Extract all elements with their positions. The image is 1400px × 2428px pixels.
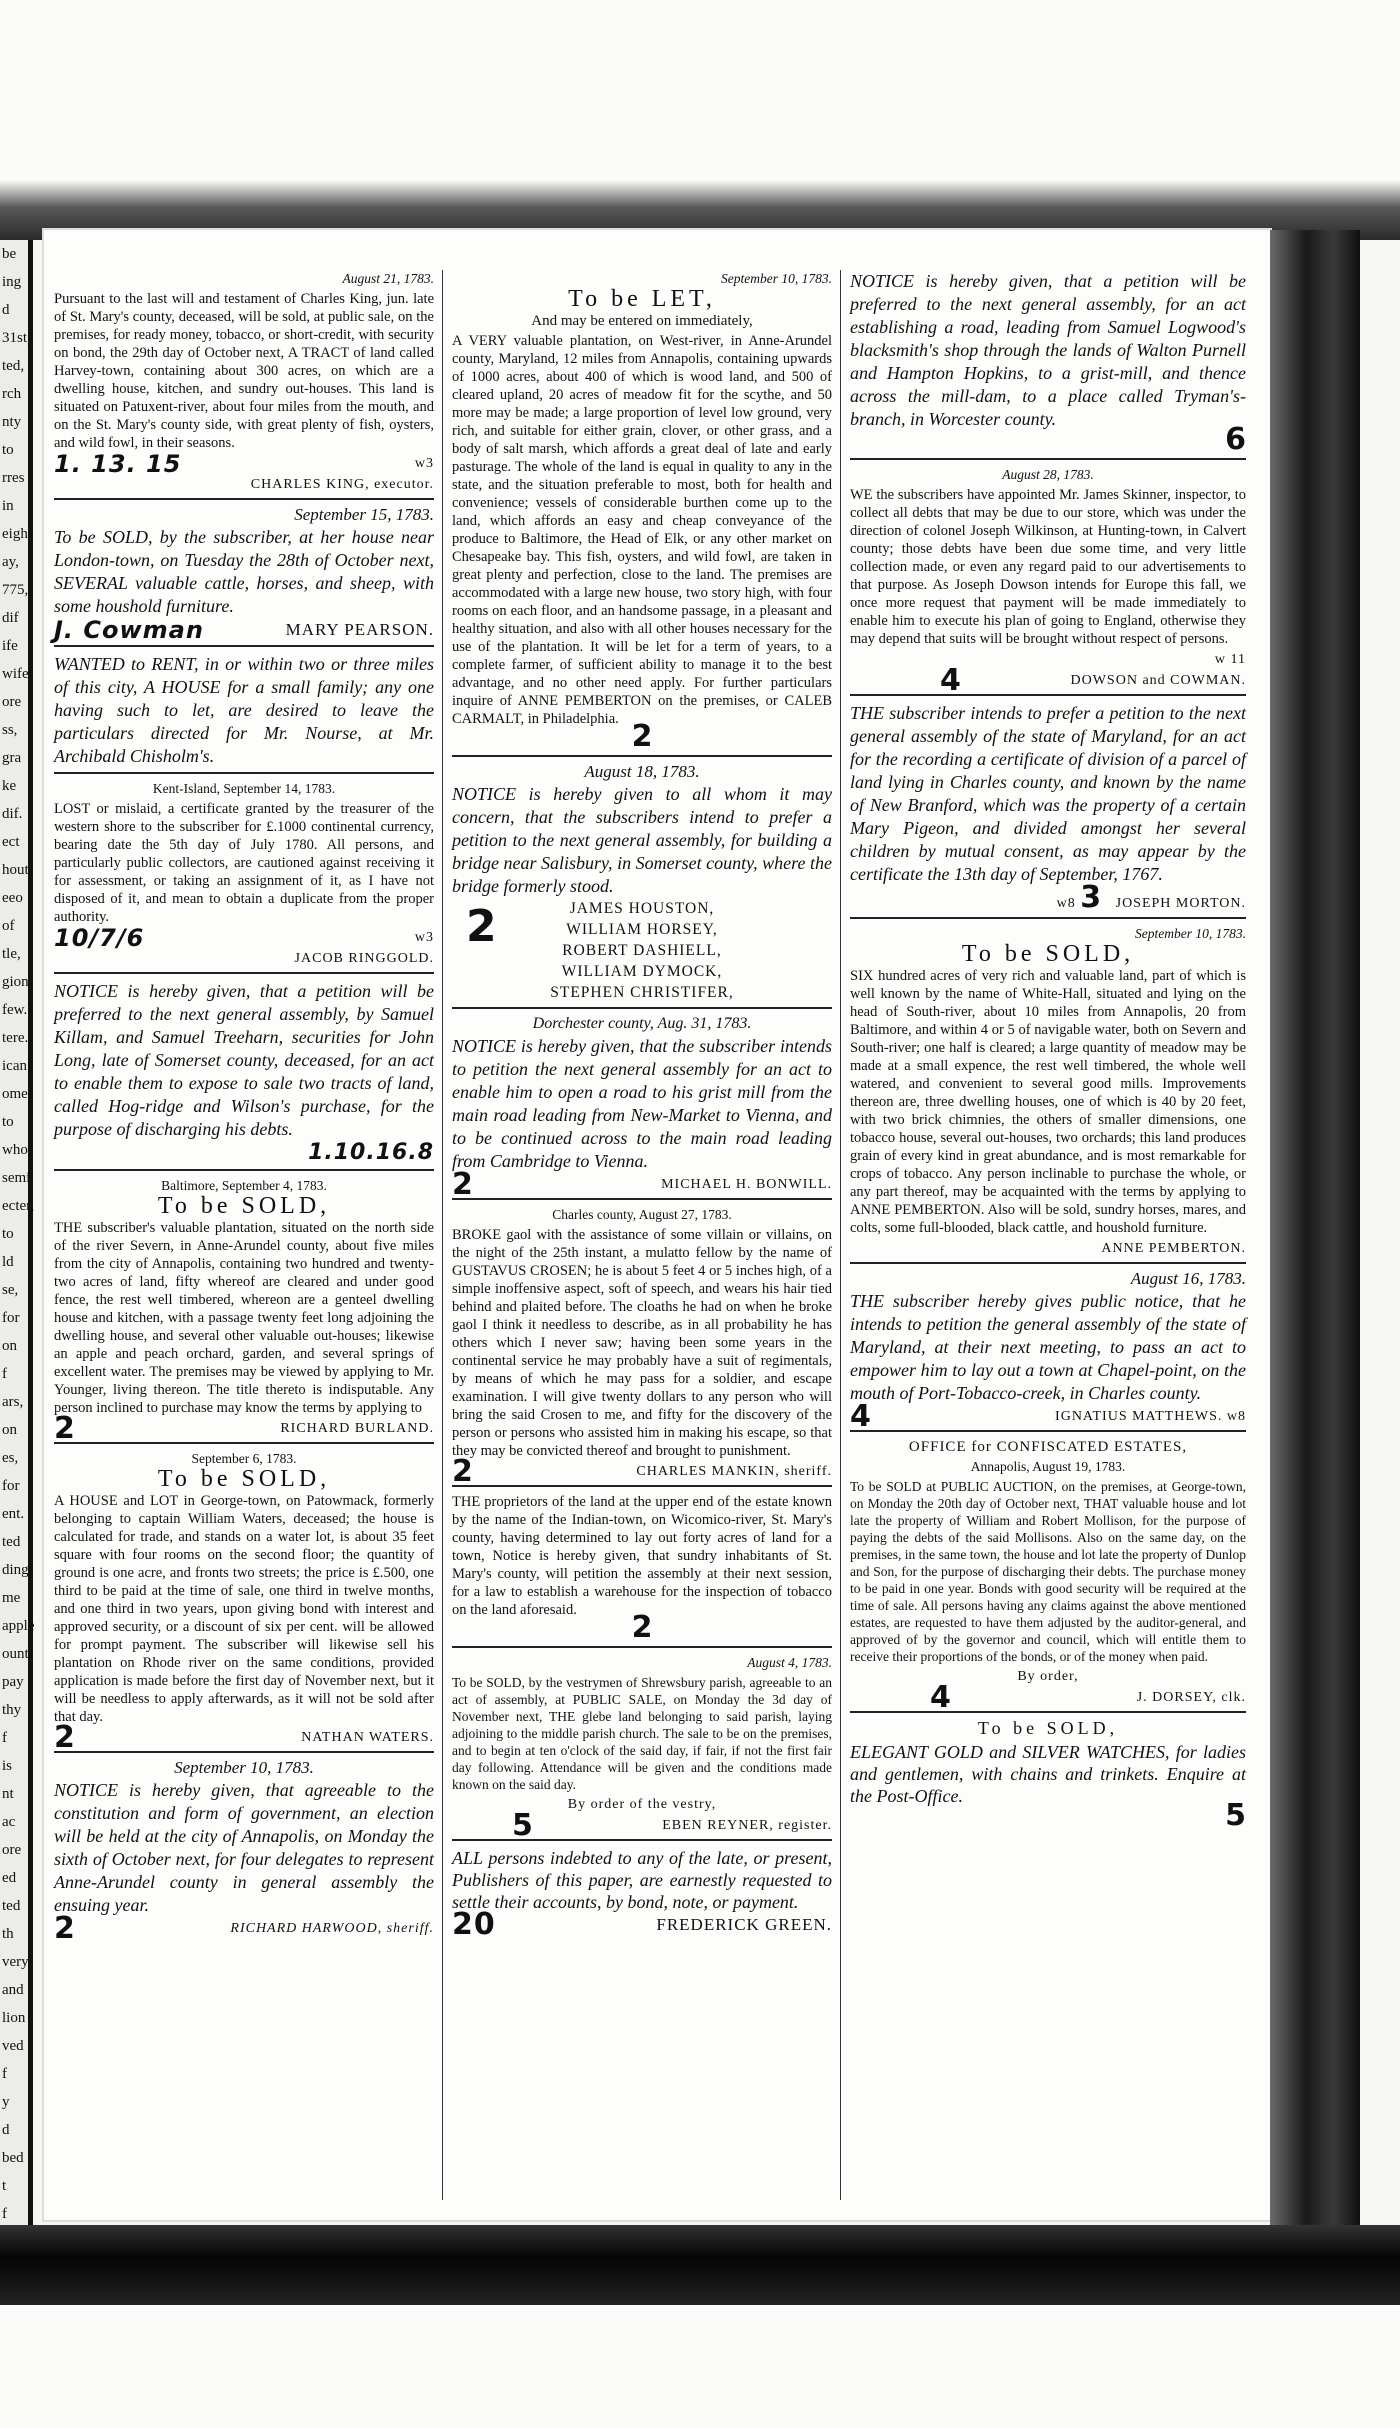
strip-fragment: rch [2,386,22,402]
strip-fragment: ved [2,2038,24,2054]
ad-signature: EBEN REYNER, register. [662,1818,832,1833]
strip-fragment: tle, [2,946,21,962]
ad-signature: FREDERICK GREEN. [656,1915,832,1934]
strip-fragment: ome [2,1086,28,1102]
strip-fragment: t [2,2178,7,2194]
ad-body: ALL persons indebted to any of the late, or present, Publishers of this paper, are earnestly requested to settle their accounts, by bond, note, or payment. [452,1848,832,1912]
strip-fragment: thy [2,1702,22,1718]
ad-pearson-sale [54,506,434,647]
mark-code: w3 [414,456,434,471]
ad-body: NOTICE is hereby given, that agreeable to the constitution and form of government, an election will be held at the city of Annapolis, on Monday the sixth of October next, for four delegates to represent Anne-Arundel county in general assembly the ensuing year. [54,1780,434,1915]
signatory: STEPHEN CHRISTIFER, [550,984,734,1001]
handwritten-mark: 2 [631,719,653,754]
strip-fragment: f [2,2206,7,2222]
ad-date: August 28, 1783. [1002,467,1094,482]
strip-fragment: on [2,1338,17,1354]
ad-white-hall-land [850,925,1246,1264]
ad-footer: By order of the vestry, [567,1797,717,1812]
ad-body: NOTICE is hereby given, that the subscriber intends to petition the next general assembly for an act to enable him to open a road to his grist mill from the main road leading from New-Market to Vienna, and to be continued across to the main road leading from Cambridge to Vienna. [452,1036,832,1171]
handwritten-mark: 2 [631,1610,653,1645]
ad-signature: CHARLES MANKIN, sheriff. [636,1464,832,1479]
handwritten-mark: J. Cowman [54,616,204,644]
strip-fragment: f [2,1730,7,1746]
book-spine-edge [1270,230,1360,2230]
strip-fragment: gra [2,750,22,766]
strip-fragment: ican [2,1058,27,1074]
strip-fragment: f [2,1366,7,1382]
ad-date: September 10, 1783. [1135,926,1246,941]
handwritten-mark: 6 [1225,422,1246,457]
signatory: ROBERT DASHIELL, [562,942,722,959]
strip-fragment: in [2,498,14,514]
ad-confiscated-estates [850,1438,1246,1713]
strip-fragment: ted [2,1898,21,1914]
ad-date: September 15, 1783. [294,505,434,524]
ad-date: August 18, 1783. [584,762,700,781]
strip-fragment: who [2,1142,28,1158]
strip-fragment: to [2,1114,14,1130]
ad-signature: MICHAEL H. BONWILL. [661,1177,832,1192]
strip-fragment: tere. [2,1030,29,1046]
strip-fragment: ke [2,778,17,794]
strip-fragment: rres [2,470,25,486]
ad-date: August 16, 1783. [1130,1269,1246,1288]
mark-code: w8 [1226,1409,1246,1424]
strip-fragment: ing [2,274,22,290]
ad-subheading: And may be entered on immediately, [531,313,753,329]
handwritten-mark: 2 [54,1720,76,1755]
column-rule [840,270,841,2200]
handwritten-mark: 4 [930,1680,952,1715]
ad-signature: J. DORSEY, clk. [1136,1690,1246,1705]
handwritten-mark: 1. 13. 15 [54,450,182,478]
ad-body: LOST or mislaid, a certificate granted by the treasurer of the western shore to the subscriber for £.1000 continental currency, bearing date the 5th day of July 1780. All persons, and particularly public collectors, are cautioned against receiving it for assessment, or taking an assignment of it, as I have not disposed of it, and mean to obtain a duplicate from the proper authority. [54,801,434,925]
column-rule [442,270,443,2200]
strip-fragment: ac [2,1814,16,1830]
ad-waters-house [54,1450,434,1753]
ad-body: THE subscriber hereby gives public notice, that he intends to petition the general assembly of the state of Maryland, at their next meeting, to pass an act to empower him to lay out a town at Chapel-point, on the mouth of Port-Tobacco-creek, in Charles county. [850,1291,1246,1403]
ad-body: THE subscriber intends to prefer a petition to the next general assembly of the state of Maryland, for an act for the recording a certificate of division of a parcel of land lying in Charles county, and known by the name of New Branford, which was the property of a certain Mary Pigeon, and divided amongst her several children by mutual consent, as may appear by the certificate the 13th day of September, 1767. [850,703,1246,884]
ad-date: September 10, 1783. [174,1758,314,1777]
ad-signature: JOSEPH MORTON. [1115,896,1246,911]
ad-date: Annapolis, August 19, 1783. [970,1459,1126,1474]
ad-heading: To be LET, [568,286,716,312]
handwritten-mark: 1.10.16.8 [308,1140,434,1165]
strip-fragment: nty [2,414,22,430]
strip-fragment: 775, [2,582,29,598]
ad-signature: CHARLES KING, executor. [250,477,434,492]
ad-green-publisher [452,1847,832,1940]
adjacent-page-strip [0,240,33,2230]
strip-fragment: ife [2,638,18,654]
strip-fragment: for [2,1310,20,1326]
strip-fragment: d [2,302,10,318]
ad-heading: To be SOLD, [157,1466,331,1492]
newspaper-page [44,230,1270,2220]
ad-body: To be SOLD, by the vestrymen of Shrewsbury parish, agreeable to an act of assembly, at PUBLIC SALE, on Monday the 3d day of November next, THE glebe land belonging to said parish, laying adjoining to the middle parish church. The sale to be on the premises, and to begin at ten o'clock of the said day, if fair, if not the first fair day following. Attendance will be given and the conditions made known on the said day. [452,1675,832,1792]
handwritten-mark: 3 [1080,880,1103,915]
column-1 [54,270,434,1948]
ad-body: THE subscriber's valuable plantation, situated on the north side of the river Severn, in Anne-Arundel county, about five miles from the city of Annapolis, containing two hundred and twenty-two acres of land, fifty whereof are cleared and under good fence, the rest well timbered, whereon are a genteel dwelling house and kitchen, with a passage twenty feet long adjoining the dwelling house, and several other valuable out-houses; likewise an apple and peach orchard, garden, and several springs of excellent water. The premises may be viewed by applying to Mr. Younger, living thereon. The title thereto is indisputable. Any person inclined to purchase may know the terms by applying to [54,1220,434,1416]
strip-fragment: th [2,1926,14,1942]
strip-fragment: es, [2,1450,19,1466]
handwritten-mark: 2 [54,1911,76,1946]
column-3 [850,270,1246,1840]
top-margin [0,0,1400,190]
ad-heading: To be SOLD, [961,941,1135,967]
ad-indian-town-warehouse [452,1493,832,1648]
strip-fragment: very [2,1954,29,1970]
handwritten-mark: 20 [452,1907,496,1942]
ad-body: A HOUSE and LOT in George-town, on Patowmack, formerly belonging to captain William Waters, deceased; the house is calculated for trade, and stands on a water lot, is about 35 feet square with four rooms on the second floor; the quantity of ground is one acre, and fronts two streets; the price is £.500, one third to be paid at the time of sale, one third in twelve months, and one third in two years, upon giving bond with interest and approved security, or a discount of six per cent. will be allowed for prompt payment. The subscriber will likewise sell his plantation on Rhode river on the same conditions, provided application is made before the first day of November next, but it will be needless to apply afterwards, as it will not be sold after that day. [54,1493,434,1725]
mark-code: w 11 [1214,652,1246,667]
ad-date: September 10, 1783. [721,271,832,286]
strip-fragment: ore [2,1842,22,1858]
ad-date: August 21, 1783. [342,271,434,286]
ad-footer: By order, [1017,1669,1079,1684]
strip-fragment: ent. [2,1506,25,1522]
mark-code: w8 [1056,896,1076,911]
ad-signature: RICHARD BURLAND. [280,1421,434,1436]
strip-fragment: ed [2,1870,17,1886]
handwritten-mark: 5 [1225,1798,1246,1833]
ad-signature: IGNATIUS MATTHEWS. [1055,1409,1223,1424]
ad-body: NOTICE is hereby given to all whom it may concern, that the subscribers intend to prefer a petition to the next general assembly, for building a bridge near Salisbury, in Somerset county, where the bridge formerly stood. [452,784,832,896]
ad-body: Pursuant to the last will and testament of Charles King, jun. late of St. Mary's county, deceased, will be sold, at public sale, on the premises, for ready money, tobacco, or short-credit, with security on bond, the 29th day of October next, A TRACT of land called Harvey-town, containing about 300 acres, on which are a dwelling house, kitchen, and sundry out-houses. This land is situated on Patuxent-river, about four miles from the mouth, and on the St. Mary's county side, with great plenty of fish, oysters, and wild fowl, in their seasons. [54,291,434,451]
handwritten-mark: 2 [54,1411,76,1446]
ad-date: September 6, 1783. [191,1451,297,1466]
ad-signature: DOWSON and COWMAN. [1070,673,1246,688]
strip-fragment: gion [2,974,29,990]
strip-fragment: on [2,1422,17,1438]
handwritten-mark: 2 [466,901,497,952]
ad-ringgold-lost-certificate [54,780,434,974]
ad-date: Baltimore, September 4, 1783. [161,1178,327,1193]
strip-fragment: y [2,2094,10,2110]
ad-shrewsbury-glebe [452,1654,832,1841]
ad-heading: To be SOLD, [977,1718,1119,1738]
signatory: JAMES HOUSTON, [569,900,715,917]
strip-fragment: eeo [2,890,23,906]
strip-fragment: to [2,442,14,458]
ad-heading: OFFICE for CONFISCATED ESTATES, [908,1439,1188,1455]
ad-burland-plantation [54,1177,434,1444]
ad-king-estate [54,270,434,500]
strip-fragment: ding [2,1562,29,1578]
ad-wanted-to-rent [54,653,434,774]
bottom-margin [0,2305,1400,2428]
ad-signature: MARY PEARSON. [285,620,434,639]
strip-fragment: dif [2,610,19,626]
strip-fragment: be [2,246,17,262]
handwritten-mark: 5 [512,1808,534,1843]
ad-heading: To be SOLD, [157,1193,331,1219]
ad-body: NOTICE is hereby given, that a petition will be preferred to the next general assembly, by Samuel Killam, and Samuel Treeharn, securities for John Long, late of Somerset county, deceased, for an act to enable them to expose to sale two tracts of land, called Hog-ridge and Wilson's purchase, for the purpose of discharging his debts. [54,981,434,1139]
ad-morton-petition [850,702,1246,919]
column-2 [452,270,832,1946]
strip-fragment: ore [2,694,22,710]
strip-fragment: lion [2,2010,26,2026]
ad-body: WANTED to RENT, in or within two or three miles of this city, A HOUSE for a small family; any one having such to let, are desired to leave the particulars directed for Mr. Nourse, at Mr. Archibald Chisholm's. [54,654,434,766]
strip-fragment: for [2,1478,20,1494]
ad-signature: ANNE PEMBERTON. [1101,1241,1246,1256]
strip-fragment: f [2,2066,7,2082]
ad-salisbury-bridge [452,763,832,1009]
strip-fragment: nt [2,1786,14,1802]
ad-matthews-town [850,1270,1246,1432]
ad-to-be-let [452,270,832,757]
signatory-list [452,898,832,1003]
strip-fragment: dif. [2,806,23,822]
strip-fragment: of [2,918,15,934]
ad-body: SIX hundred acres of very rich and valuable land, part of which is well known by the name of White-Hall, situated and lying on the head of South-river, about 10 miles from Annapolis, 20 from Baltimore, and within 4 or 5 of navigable water, both on Severn and South-river; one half is cleared; a large quantity of meadow may be made at a small expence, the rest well timbered, the whole well watered, and convenient to several good mills. Improvements thereon are, three dwelling houses, one of which is 40 by 20 feet, with two brick chimnies, the others of smaller dimensions, one tobacco house, several out-houses, two orchards; this land produces grain of every kind in great abundance, and is most remarkable for crops of tobacco. Any person inclinable to purchase the whole, or any part thereof, may be acquainted with the terms by applying to ANNE PEMBERTON. Also will be sold, sundry horses, mares, and colts, some full-blooded, black cattle, and houshold furniture. [850,968,1246,1236]
strip-fragment: d [2,2122,10,2138]
strip-fragment: ount [2,1646,29,1662]
strip-fragment: semi [2,1170,31,1186]
ad-body: WE the subscribers have appointed Mr. James Skinner, inspector, to collect all debts that may be due to our store, which was under the direction of colonel Joseph Wilkinson, at Hunting-town, in Calvert county; those debts have been due some time, and very little collection made, or even any regard paid to our advertisements to that purpose. As Joseph Dowson intends for Europe this fall, we once more request that payment will be made immediately to enable him to execute his plan of going to England, otherwise they may depend that suits will be brought without respect of persons. [850,487,1246,647]
handwritten-mark: 10/7/6 [54,924,145,952]
ad-body: THE proprietors of the land at the upper end of the estate known by the name of the Indian-town, on Wicomico-river, St. Mary's county, having determined to lay out forty acres of land for a town, Notice is hereby given, that sundry inhabitants of St. Mary's county, will petition the assembly at their next session, for a law to establish a warehouse for the inspection of tobacco on the land aforesaid. [452,1494,832,1618]
ad-watches [850,1719,1246,1834]
ad-logwood-road [850,270,1246,460]
strip-fragment: is [2,1758,13,1774]
strip-fragment: se, [2,1282,19,1298]
strip-fragment: pay [2,1674,24,1690]
ad-date: Dorchester county, Aug. 31, 1783. [532,1015,752,1032]
ad-body: NOTICE is hereby given, that a petition will be preferred to the next general assembly, for an act establishing a road, leading from Samuel Logwood's blacksmith's shop through the lands of Walton Purnell and Hampton Hopkins, to a grist-mill, and thence across the mill-dam, to a place called Tryman's-branch, in Worcester county. [850,271,1246,429]
handwritten-mark: 4 [850,1399,872,1434]
ad-signature: JACOB RINGGOLD. [294,951,434,966]
strip-fragment: ay, [2,554,19,570]
ad-body: ELEGANT GOLD and SILVER WATCHES, for ladies and gentlemen, with chains and trinkets. Enquire at the Post-Office. [850,1742,1246,1806]
strip-fragment: ted [2,1534,21,1550]
ad-signature: NATHAN WATERS. [301,1730,434,1745]
handwritten-mark: 2 [452,1167,474,1202]
strip-fragment: ld [2,1254,14,1270]
ad-killam-petition [54,980,434,1171]
ad-date: Kent-Island, September 14, 1783. [152,781,336,796]
strip-fragment: ss, [2,722,18,738]
handwritten-mark: 4 [940,663,962,698]
strip-fragment: hout [2,862,29,878]
strip-fragment: ect [2,834,20,850]
strip-fragment: ecter, [2,1198,35,1214]
ad-body: To be SOLD, by the subscriber, at her house near London-town, on Tuesday the 28th of October next, SEVERAL valuable cattle, horses, and sheep, with some houshold furniture. [54,527,434,616]
strip-fragment: few. [2,1002,28,1018]
ad-body: BROKE gaol with the assistance of some villain or villains, on the night of the 25th instant, a mulatto fellow by the name of GUSTAVUS CROSEN; he is about 5 feet 4 or 5 inches high, of a simple inoffensive aspect, soft of speech, and wears his hair tied behind and plaited before. The cloaths he had on when he broke gaol I think it needless to describe, as in all probability he has others which I never saw; having been some years in the continental service he may probably have a suit of regimentals, by means of which he may pass for a soldier, and escape examination. I will give twenty dollars to any person who will bring the said Crosen to me, and fifty for the discovery of the person or persons who assisted him in making his escape, so that they may be convicted thereof and brought to punishment. [452,1227,832,1459]
ad-date: Charles county, August 27, 1783. [552,1207,732,1222]
strip-fragment: eigh [2,526,28,542]
strip-fragment: 31st, [2,330,31,346]
ad-body: A VERY valuable plantation, on West-river, in Anne-Arundel county, Maryland, 12 miles from Annapolis, containing upwards of 1000 acres, about 400 of which is wood land, and 500 of cleared upland, 20 acres of meadow fit for the scythe, and 50 more may be made; a large proportion of level low ground, very rich, and suitable for either grain, clover, or other grass, and a body of salt marsh, which affords a great deal of late and early pasturage. The whole of the land is equal in quality to any in the state, and the situation preferable to most, both for health and convenience; vessels of considerable burthen come up to the land, which affords an easy and cheap conveyance of the produce to Baltimore, the Head of Elk, or any other market on Chesapeake bay. This fish, oysters, and wild fowl, are taken in great plenty and perfection, close to the land. The premises are accommodated with a large new house, two story high, with four rooms on each floor, and an handsome passage, in a pleasant and healthy situation, and also with all other houses necessary for the use of the plantation. It will be let for a term of years, to a complete farmer, of sufficient ability to manage it to the best advantage, and no other need apply. For further particulars inquire of ANNE PEMBERTON on the premises, or CALEB CARMALT, in Philadelphia. [452,333,832,727]
signatory: WILLIAM DYMOCK, [561,963,723,980]
ad-dowson-cowman [850,466,1246,696]
strip-fragment: bed [2,2150,24,2166]
handwritten-mark: 2 [452,1454,474,1489]
strip-fragment: me [2,1590,21,1606]
strip-fragment: apple [2,1618,35,1634]
ad-bonwill-road [452,1015,832,1200]
signatory: WILLIAM HORSEY, [566,921,718,938]
strip-fragment: wife [2,666,29,682]
ad-harwood-election [54,1758,434,1946]
ad-date: August 4, 1783. [747,1655,832,1670]
ad-body: To be SOLD at PUBLIC AUCTION, on the premises, at George-town, on Monday the 20th day of October next, THAT valuable house and lot late the property of William and Robert Mollison, for the purpose of paying the debts of the said Mollisons. Also on the same day, on the premises, in the same town, the house and lot late the property of Dunlop and Son, for the purpose of discharging their debts. The purchase money to be paid in one year. Bonds with good security will be required at the time of sale. All persons having any claims against the above mentioned estates, are requested to have them adjusted by the auditor-general, and approved of by the governor and council, which will entitle them to receive their proportions of the bonds, or of the money when paid. [850,1479,1246,1664]
strip-fragment: ted, [2,358,25,374]
mark-code: w3 [414,930,434,945]
ad-mankin-runaway [452,1206,832,1487]
scan-bottom-shadow [0,2225,1400,2305]
ad-signature: RICHARD HARWOOD, sheriff. [230,1921,434,1936]
strip-fragment: ars, [2,1394,24,1410]
strip-fragment: to [2,1226,14,1242]
strip-fragment: and [2,1982,24,1998]
